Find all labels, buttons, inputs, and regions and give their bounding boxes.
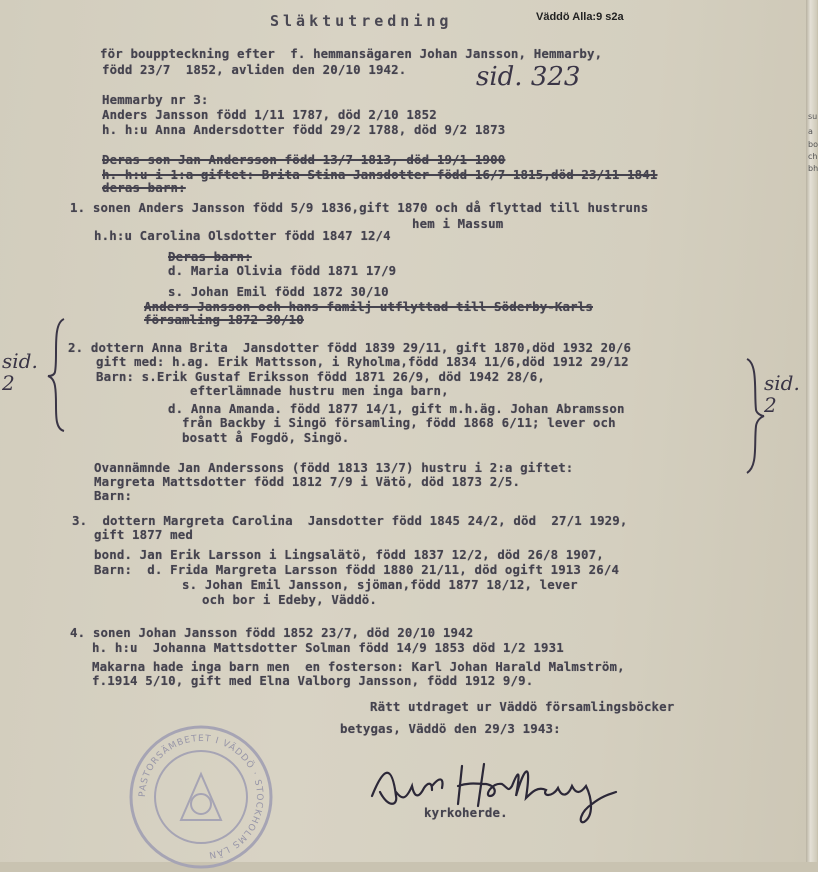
text-line: och bor i Edeby, Väddö.	[202, 592, 378, 607]
signer-title: kyrkoherde.	[424, 805, 508, 820]
left-brace	[46, 316, 68, 434]
text-line: s. Johan Emil Jansson, sjöman,född 1877 18/12, lever	[182, 577, 578, 592]
text-line: Barn: s.Erik Gustaf Eriksson född 1871 26/9, död 1942 28/6,	[96, 369, 545, 384]
text-line: Barn: d. Frida Margreta Larsson född 1880 21/11, död ogift 1913 26/4	[94, 562, 620, 577]
text-line: bosatt å Fogdö, Singö.	[182, 430, 350, 445]
text-line: Deras barn:	[168, 249, 252, 264]
text-line: bond. Jan Erik Larsson i Lingsalätö, född 1837 12/2, död 26/8 1907,	[94, 547, 604, 562]
text-line: d. Maria Olivia född 1871 17/9	[168, 263, 397, 278]
text-line: församling 1872 30/10	[144, 312, 304, 327]
text-line: Ovannämnde Jan Anderssons (född 1813 13/7) hustru i 2:a giftet:	[94, 460, 574, 475]
text-line: h. h:u Johanna Mattsdotter Solman född 14/9 1853 död 1/2 1931	[92, 640, 564, 655]
text-line: deras barn:	[102, 180, 186, 195]
edge-mark: ch	[808, 152, 818, 161]
text-line: h.h:u Carolina Olsdotter född 1847 12/4	[94, 228, 391, 243]
edge-mark: bo	[808, 140, 818, 149]
text-line: för bouppteckning efter f. hemmansägaren Johan Jansson, Hemmarby,	[100, 46, 603, 61]
text-line: 3. dottern Margreta Carolina Jansdotter född 1845 24/2, död 27/1 1929,	[72, 513, 628, 528]
edge-mark: su	[808, 112, 818, 121]
archive-reference: Väddö Alla:9 s2a	[536, 11, 624, 23]
right-brace	[744, 356, 766, 476]
text-line: Margreta Mattsdotter född 1812 7/9 i Vätö, död 1873 2/5.	[94, 474, 521, 489]
certification-line: Rätt utdraget ur Väddö församlingsböcker	[370, 699, 675, 714]
handwritten-page-note: sid. 323	[476, 62, 581, 92]
text-line: Makarna hade inga barn men en fosterson: Karl Johan Harald Malmström,	[92, 659, 625, 674]
edge-mark: a	[808, 127, 813, 136]
text-line: Anders Jansson född 1/11 1787, död 2/10 1852	[102, 107, 437, 122]
parish-seal-stamp	[126, 722, 276, 872]
text-line: gift med: h.ag. Erik Mattsson, i Ryholma,född 1834 11/6,död 1912 29/12	[96, 354, 629, 369]
text-line: h. h:u i 1:a giftet: Brita Stina Jansdotter född 16/7 1815,död 23/11 1841	[102, 167, 658, 182]
handwritten-margin-note-left: sid. 2	[2, 349, 38, 395]
svg-text:Aurel Hallenberg: Aurel Hallenberg	[370, 824, 380, 825]
signature	[366, 756, 626, 826]
text-line: född 23/7 1852, avliden den 20/10 1942.	[102, 62, 407, 77]
document-title: Släktutredning	[270, 12, 453, 30]
text-line: s. Johan Emil född 1872 30/10	[168, 284, 389, 299]
text-line: 4. sonen Johan Jansson född 1852 23/7, död 20/10 1942	[70, 625, 474, 640]
text-line: hem i Massum	[412, 216, 504, 231]
text-line: från Backby i Singö församling, född 1868 6/11; lever och	[182, 415, 616, 430]
text-line: 2. dottern Anna Brita Jansdotter född 1839 29/11, gift 1870,död 1932 20/6	[68, 340, 632, 355]
text-line: f.1914 5/10, gift med Elna Valborg Jansson, född 1912 9/9.	[92, 673, 534, 688]
text-line: Deras son Jan Andersson född 13/7 1813, död 19/1 1900	[102, 152, 506, 167]
svg-text:PASTORSÄMBETET I VÄDDÖ · STOCK: PASTORSÄMBETET I VÄDDÖ · STOCKHOLMS LÄN	[137, 733, 265, 860]
text-line: gift 1877 med	[94, 527, 193, 542]
edge-mark: bh	[808, 164, 818, 173]
text-line: 1. sonen Anders Jansson född 5/9 1836,gift 1870 och då flyttad till hustruns	[70, 200, 649, 215]
handwritten-margin-note-right: sid. 2	[764, 371, 800, 417]
text-line: d. Anna Amanda. född 1877 14/1, gift m.h.äg. Johan Abramsson	[168, 401, 625, 416]
certification-date: betygas, Väddö den 29/3 1943:	[340, 721, 561, 736]
text-line: h. h:u Anna Andersdotter född 29/2 1788, död 9/2 1873	[102, 122, 506, 137]
text-line: Hemmarby nr 3:	[102, 92, 209, 107]
text-line: efterlämnade hustru men inga barn,	[190, 383, 449, 398]
text-line: Anders Jansson och hans familj utflyttad till Söderby-Karls	[144, 299, 593, 314]
text-line: Barn:	[94, 488, 133, 503]
